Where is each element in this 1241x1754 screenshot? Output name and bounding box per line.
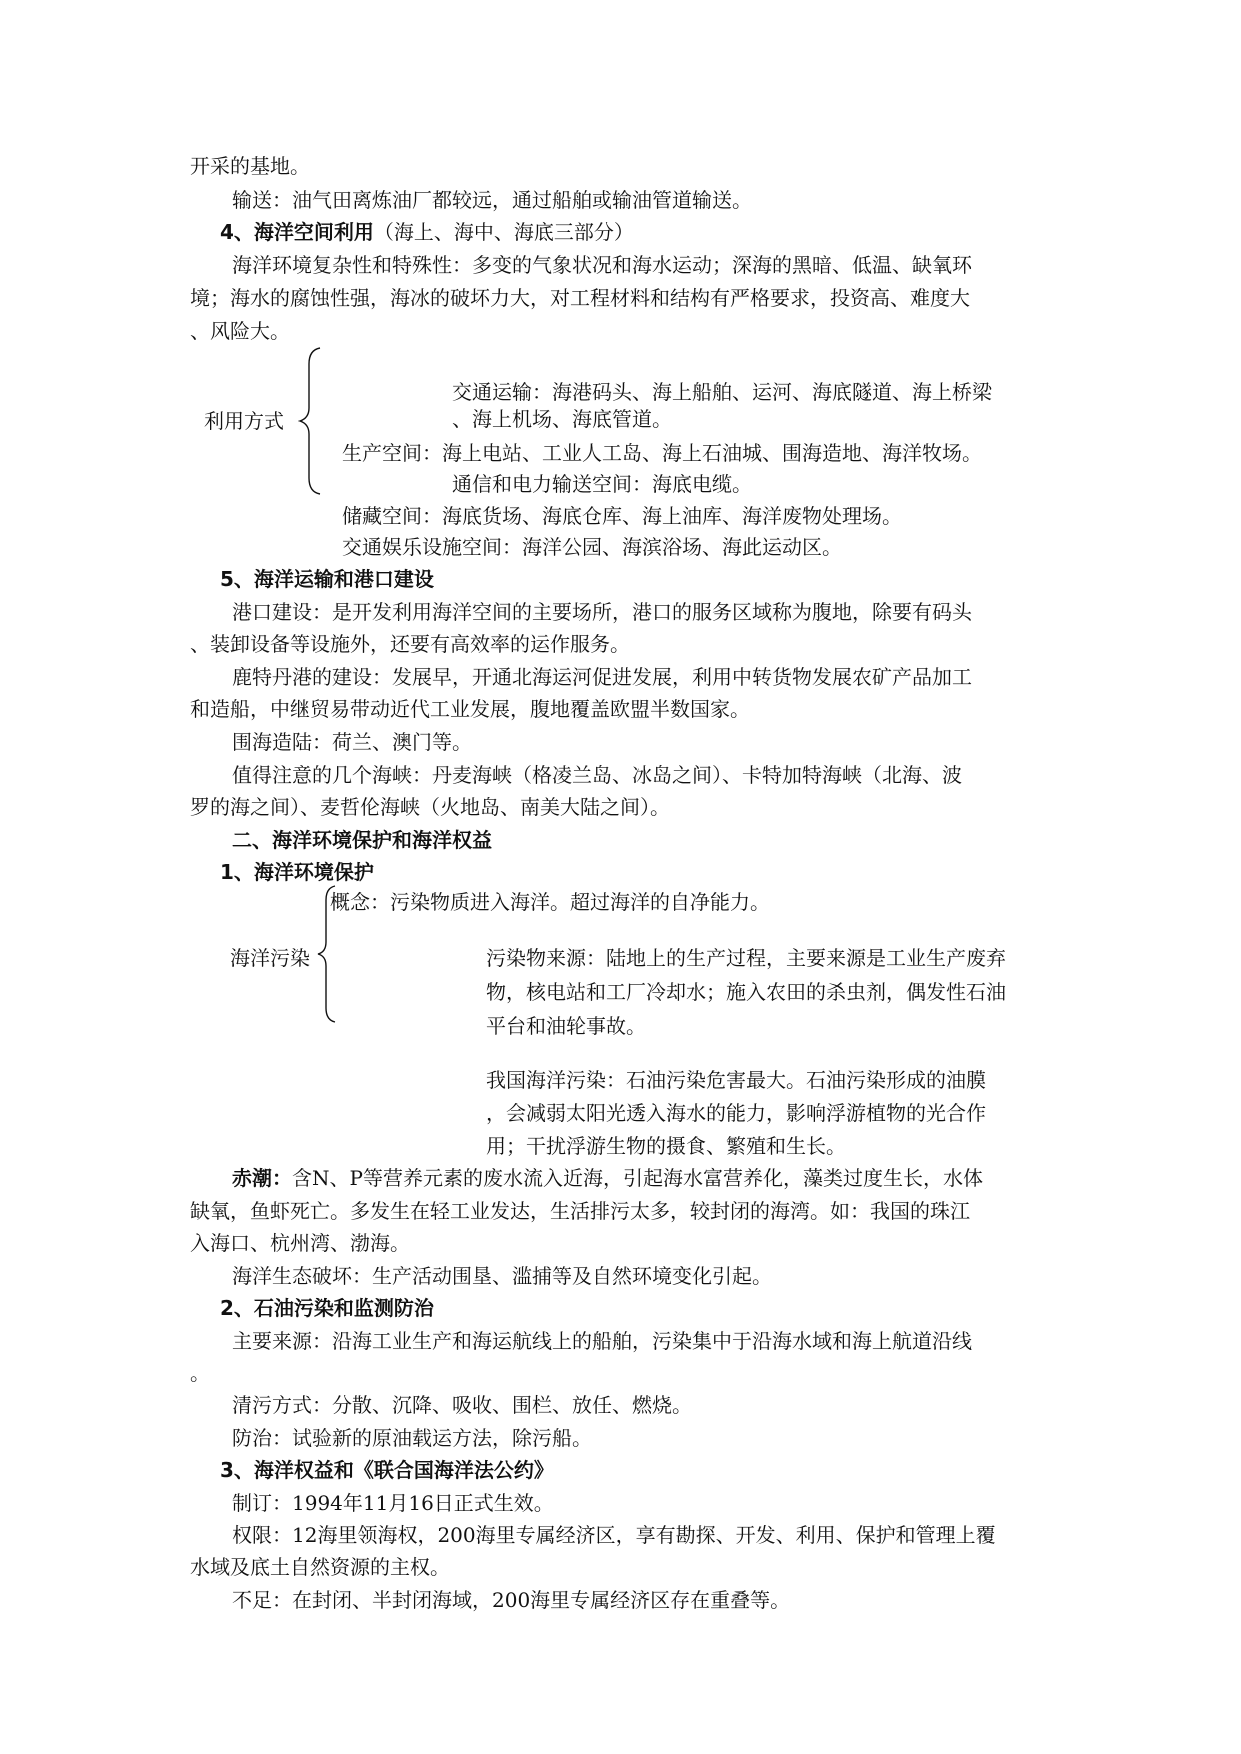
text-line: 鹿特丹港的建设：发展早，开通北海运河促进发展，利用中转货物发展农矿产品加工 <box>232 665 972 689</box>
text-line: 主要来源：沿海工业生产和海运航线上的船舶，污染集中于沿海水域和海上航道沿线 <box>232 1329 972 1353</box>
section-heading-2-2: 2、石油污染和监测防治 <box>220 1296 434 1320</box>
text-line: 平台和油轮事故。 <box>486 1014 646 1038</box>
left-brace-icon <box>298 346 324 496</box>
text-line: 、装卸设备等设施外，还要有高效率的运作服务。 <box>190 632 630 656</box>
left-brace-icon <box>316 884 338 1024</box>
text-line: 制订：1994年11月16日正式生效。 <box>232 1491 554 1515</box>
text-line: 罗的海之间）、麦哲伦海峡（火地岛、南美大陆之间）。 <box>190 795 670 819</box>
heading-bold: 4、海洋空间利用 <box>220 220 374 244</box>
text-line: 不足：在封闭、半封闭海域，200海里专属经济区存在重叠等。 <box>232 1588 791 1612</box>
red-tide-text: 含N、P等营养元素的废水流入近海，引起海水富营养化，藻类过度生长，水体 <box>292 1166 983 1190</box>
text-line: 、风险大。 <box>190 319 290 343</box>
section-heading-4 <box>220 218 634 246</box>
text-line: 物，核电站和工厂冷却水；施入农田的杀虫剂，偶发性石油 <box>486 980 1006 1004</box>
text-line: 缺氧，鱼虾死亡。多发生在轻工业发达，生活排污太多，较封闭的海湾。如：我国的珠江 <box>190 1199 970 1223</box>
text-line: 。 <box>190 1361 210 1385</box>
text-line: 海洋生态破坏：生产活动围垦、滥捕等及自然环境变化引起。 <box>232 1264 772 1288</box>
text-line: 海洋环境复杂性和特殊性：多变的气象状况和海水运动；深海的黑暗、低温、缺氧环 <box>232 253 972 277</box>
section-heading-2-1: 1、海洋环境保护 <box>220 860 374 884</box>
chapter-heading-2: 二、海洋环境保护和海洋权益 <box>232 828 492 852</box>
section-heading-2-3: 3、海洋权益和《联合国海洋法公约》 <box>220 1458 554 1482</box>
text-line: 交通娱乐设施空间：海洋公园、海滨浴场、海此运动区。 <box>342 535 842 559</box>
text-line: 概念：污染物质进入海洋。超过海洋的自净能力。 <box>330 890 770 914</box>
section-heading-5: 5、海洋运输和港口建设 <box>220 567 434 591</box>
text-line: 水域及底土自然资源的主权。 <box>190 1555 450 1579</box>
text-line: ，会减弱太阳光透入海水的能力，影响浮游植物的光合作 <box>486 1101 986 1125</box>
text-line: 入海口、杭州湾、渤海。 <box>190 1231 410 1255</box>
text-line: 开采的基地。 <box>190 154 310 178</box>
use-label: 利用方式 <box>204 409 284 433</box>
text-line: 生产空间：海上电站、工业人工岛、海上石油城、围海造地、海洋牧场。 <box>342 441 982 465</box>
heading-note: （海上、海中、海底三部分） <box>373 220 634 244</box>
text-line: 港口建设：是开发利用海洋空间的主要场所，港口的服务区域称为腹地，除要有码头 <box>232 600 972 624</box>
text-line: 通信和电力输送空间：海底电缆。 <box>452 472 752 496</box>
text-line: 储藏空间：海底货场、海底仓库、海上油库、海洋废物处理场。 <box>342 504 902 528</box>
text-line: 我国海洋污染：石油污染危害最大。石油污染形成的油膜 <box>486 1068 986 1092</box>
text-line: 值得注意的几个海峡：丹麦海峡（格凌兰岛、冰岛之间）、卡特加特海峡（北海、波 <box>232 763 962 787</box>
red-tide-line <box>232 1164 983 1192</box>
text-line: 、海上机场、海底管道。 <box>452 407 672 431</box>
text-line: 用；干扰浮游生物的摄食、繁殖和生长。 <box>486 1134 846 1158</box>
text-line: 防治：试验新的原油载运方法，除污船。 <box>232 1426 592 1450</box>
red-tide-term: 赤潮： <box>232 1166 292 1190</box>
text-line: 交通运输：海港码头、海上船舶、运河、海底隧道、海上桥梁 <box>452 380 992 404</box>
text-line: 和造船，中继贸易带动近代工业发展，腹地覆盖欧盟半数国家。 <box>190 697 750 721</box>
pollution-label: 海洋污染 <box>230 946 310 970</box>
text-line: 污染物来源：陆地上的生产过程，主要来源是工业生产废弃 <box>486 946 1006 970</box>
text-line: 围海造陆：荷兰、澳门等。 <box>232 730 472 754</box>
text-line: 输送：油气田离炼油厂都较远，通过船舶或输油管道输送。 <box>232 188 752 212</box>
text-line: 权限：12海里领海权，200海里专属经济区，享有勘探、开发、利用、保护和管理上覆 <box>232 1523 996 1547</box>
text-line: 境；海水的腐蚀性强，海冰的破坏力大，对工程材料和结构有严格要求，投资高、难度大 <box>190 286 970 310</box>
text-line: 清污方式：分散、沉降、吸收、围栏、放任、燃烧。 <box>232 1393 692 1417</box>
